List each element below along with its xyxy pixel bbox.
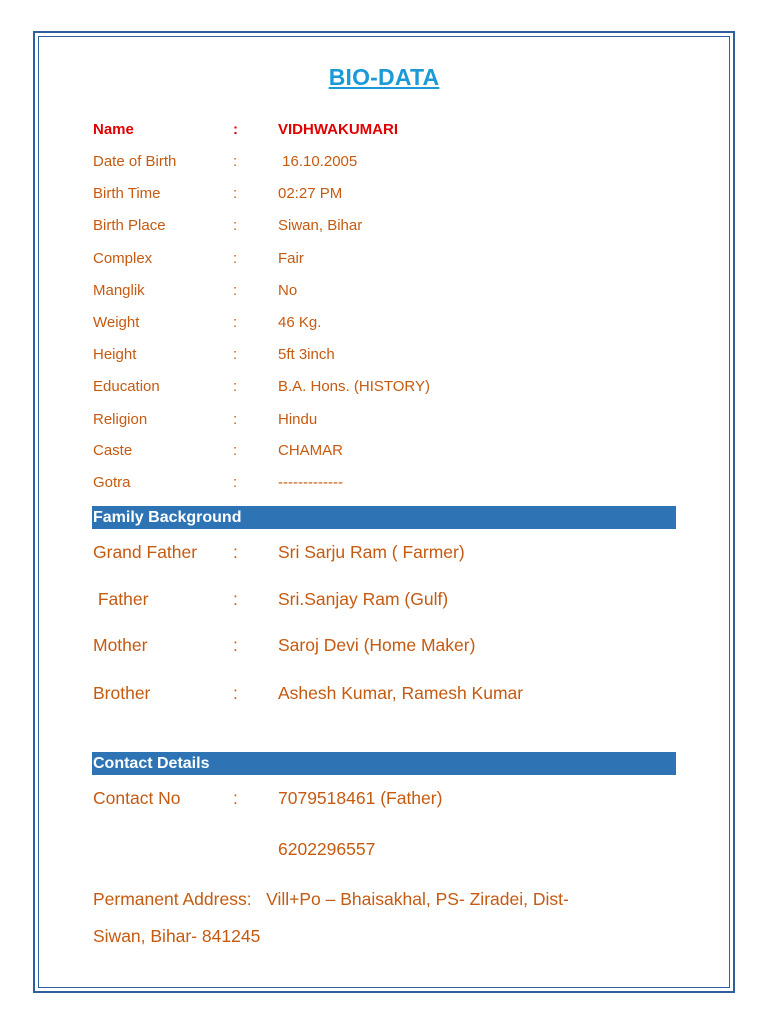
field-separator: : — [233, 346, 238, 363]
field-separator: : — [233, 442, 238, 459]
field-label: Father — [93, 589, 149, 609]
field-label: Gotra — [93, 474, 131, 491]
contact-details-heading: Contact Details — [92, 752, 676, 775]
field-value: 46 Kg. — [278, 314, 322, 331]
field-value: No — [278, 282, 298, 299]
field-label: Birth Place — [93, 217, 166, 234]
field-value: Ashesh Kumar, Ramesh Kumar — [278, 683, 524, 703]
field-value: ------------- — [278, 474, 343, 491]
permanent-address-line-1: Permanent Address: Vill+Po – Bhaisakhal, PS- Ziradei, Dist- — [93, 889, 569, 909]
field-label: Education — [93, 378, 160, 395]
field-value: CHAMAR — [278, 442, 344, 459]
field-separator: : — [233, 185, 238, 202]
field-separator: : — [233, 411, 238, 428]
field-label: Contact No — [93, 788, 181, 808]
field-label: Birth Time — [93, 185, 161, 202]
field-label: Complex — [93, 250, 153, 267]
field-label: Manglik — [93, 282, 145, 299]
field-label: Mother — [93, 635, 148, 655]
field-separator: : — [233, 542, 238, 562]
permanent-address-line-2: Siwan, Bihar- 841245 — [93, 926, 261, 946]
field-value: Fair — [278, 250, 304, 267]
field-label: Weight — [93, 314, 140, 331]
field-separator: : — [233, 314, 238, 331]
field-value: 16.10.2005 — [278, 153, 358, 170]
field-value: B.A. Hons. (HISTORY) — [278, 378, 430, 395]
field-value: Saroj Devi (Home Maker) — [278, 635, 476, 655]
field-separator: : — [233, 282, 238, 299]
field-value: Siwan, Bihar — [278, 217, 363, 234]
field-separator: : — [233, 635, 238, 655]
field-value: Sri Sarju Ram ( Farmer) — [278, 542, 465, 562]
field-value: 02:27 PM — [278, 185, 343, 202]
field-value: 5ft 3inch — [278, 346, 335, 363]
page-title: BIO-DATA — [328, 64, 440, 90]
field-separator: : — [233, 378, 238, 395]
field-separator: : — [233, 683, 238, 703]
field-separator: : — [233, 589, 238, 609]
field-value: Hindu — [278, 411, 318, 428]
field-value: Sri.Sanjay Ram (Gulf) — [278, 589, 449, 609]
phone-primary: 7079518461 (Father) — [278, 788, 443, 808]
field-label: Date of Birth — [93, 153, 177, 170]
field-separator: : — [233, 250, 238, 267]
field-label: Religion — [93, 411, 148, 428]
field-label: Height — [93, 346, 137, 363]
field-separator: : — [233, 788, 238, 808]
field-label: Grand Father — [93, 542, 198, 562]
field-label: Name — [93, 121, 134, 138]
field-label: Brother — [93, 683, 151, 703]
field-separator: : — [233, 153, 238, 170]
field-separator: : — [233, 217, 238, 234]
field-value: VIDHWAKUMARI — [278, 121, 398, 138]
family-background-heading: Family Background — [92, 506, 676, 529]
field-separator: : — [233, 474, 238, 491]
phone-secondary: 6202296557 — [278, 839, 376, 859]
field-label: Caste — [93, 442, 133, 459]
field-separator: : — [233, 121, 238, 138]
